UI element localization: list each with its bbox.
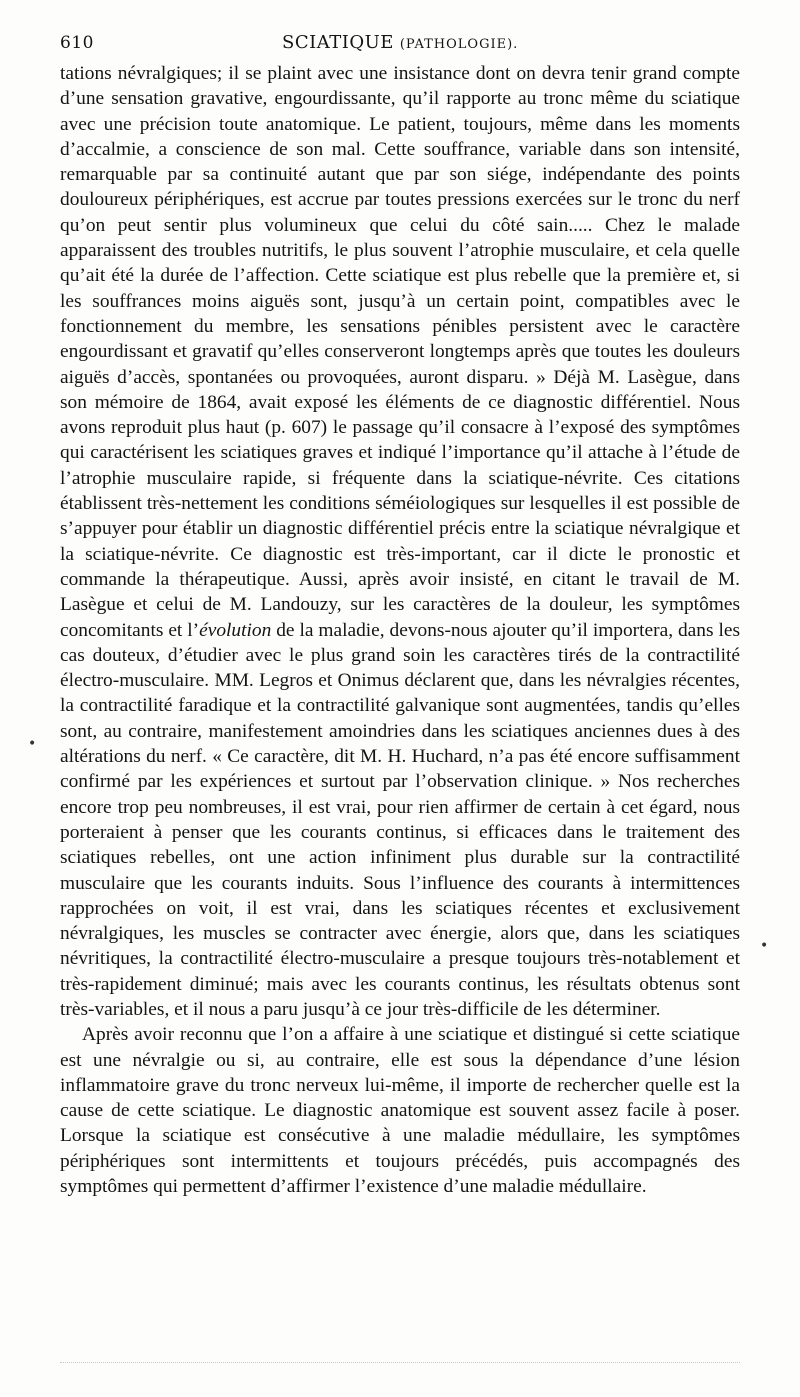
paragraph-text: de la maladie, devons-nous ajouter qu’il importera, dans les cas douteux, d’étudier avec le plus grand soin les caractères tirés de la contractilité électro-musculaire. MM. Legros et Onimus déclarent que, dans les névralgies récentes, la contractilité faradique et la contractilité galvanique sont augmentées, tandis qu’elles sont, au contraire, manifestement amoindries dans les sciatiques anciennes dues à des altérations du nerf. « Ce caractère, dit M. H. Huchard, n’a pas été encore suffisamment confirmé par les expériences et surtout par l’observation clinique. » Nos recherches encore trop peu nombreuses, il est vrai, pour rien affirmer de certain à cet égard, nous porteraient à penser que les courants continus, si efficaces dans le traitement des sciatiques rebelles, ont une action infiniment plus durable sur la contractilité musculaire que les courants induits. Sous l’influence des courants à intermittences rapprochées on voit, il est vrai, dans les sciatiques récentes et exclusivement névralgiques, les muscles se contracter avec énergie, alors que, dans les sciatiques névritiques, la contractilité électro-musculaire a presque toujours très-notablement et très-rapidement diminué; mais avec les courants continus, les résultats obtenus sont très-variables, et il nous a paru jusqu’à ce jour très-difficile de les déterminer. (60, 619, 740, 1020)
running-head (60, 30, 740, 56)
page-number: 610 (60, 33, 94, 53)
running-title-subtitle: (PATHOLOGIE). (399, 37, 519, 52)
paragraph-text: Après avoir reconnu que l’on a affaire à une sciatique et distingué si cette sciatique est une névralgie ou si, au contraire, elle est sous la dépendance d’une lésion inflammatoire grave du tronc nerveux lui-même, il importe de rechercher quelle est la cause de cette sciatique. Le diagnostic anatomique est souvent assez facile à poser. Lorsque la sciatique est consécutive à une maladie médullaire, les symptômes périphériques sont intermittents et toujours précédés, puis accompagnés des symptômes qui permettent d’affirmer l’existence d’une maladie médullaire. (60, 1024, 740, 1198)
paragraph-diagnosis (60, 1022, 740, 1199)
margin-mark-right: • (760, 938, 769, 954)
scan-bottom-edge (60, 1362, 740, 1365)
margin-mark-left: • (28, 736, 37, 752)
running-title-main: SCIATIQUE (282, 32, 394, 53)
running-title (282, 30, 518, 58)
body-text (60, 61, 740, 1199)
paragraph-continuation (60, 61, 740, 1022)
paragraph-text: tations névralgiques; il se plaint avec une insistance dont on devra tenir grand compte d’une sensation gravative, engourdissante, qu’il rapporte au tronc même du sciatique avec une précision toute anatomique. Le patient, toujours, même dans les moments d’accalmie, a conscience de son mal. Cette souffrance, variable dans son intensité, remarquable par sa continuité autant que par son siége, indépendante des points douloureux périphériques, est accrue par toutes pressions exercées sur le tronc du nerf qu’on peut sentir plus volumineux que celui du côté sain..... Chez le malade apparaissent des troubles nutritifs, le plus souvent l’atrophie musculaire, et cela quelle qu’ait été la durée de l’affection. Cette sciatique est plus rebelle que la première et, si les souffrances moins aiguës sont, jusqu’à un certain point, compatibles avec le fonctionnement du membre, les sensations pénibles persistent avec le caractère engourdissant et gravatif qu’elles conserveront longtemps après que toutes les douleurs aiguës d’accès, spontanées ou provoquées, auront disparu. » Déjà M. Lasègue, dans son mémoire de 1864, avait exposé les éléments de ce diagnostic différentiel. Nous avons reproduit plus haut (p. 607) le passage qu’il consacre à l’exposé des symptômes qui caractérisent les sciatiques graves et indiqué l’importance qu’il attache à l’étude de l’atrophie musculaire rapide, si fréquente dans la sciatique-névrite. Ces citations établissent très-nettement les conditions séméiologiques sur lesquelles il est possible de s’appuyer pour établir un diagnostic différentiel précis entre la sciatique névralgique et la sciatique-névrite. Ce diagnostic est très-important, car il dicte le pronostic et commande la thérapeutique. Aussi, après avoir insisté, en citant le travail de M. Lasègue et celui de M. Landouzy, sur les caractères de la douleur, les symptômes concomitants et l’ (60, 63, 740, 641)
italic-term: évolution (199, 619, 272, 641)
